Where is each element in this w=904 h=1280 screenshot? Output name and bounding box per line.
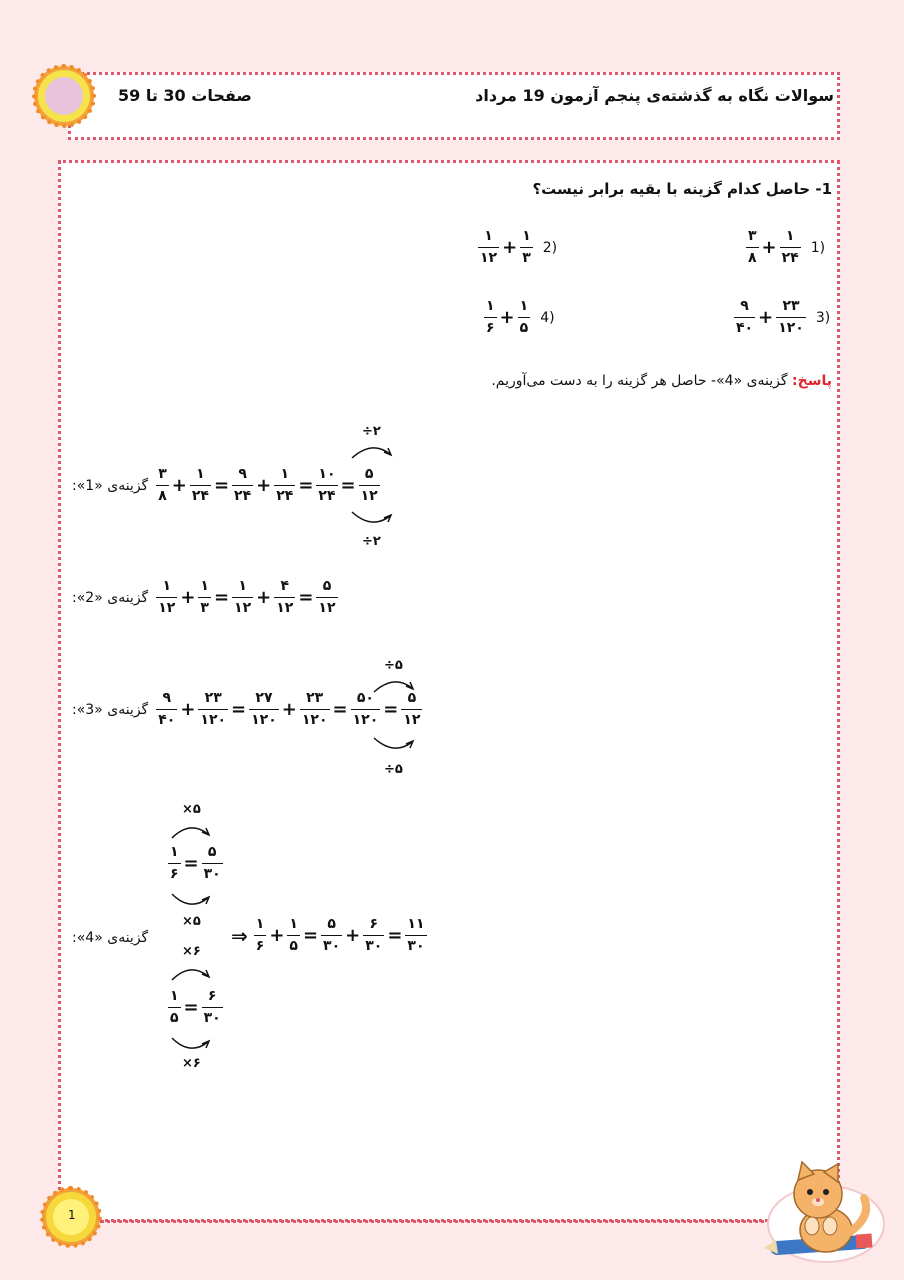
fraction: $\frac{۲۳}{۱۲۰}$ [778,298,804,336]
fraction: $\frac{۵}{۱۲}$ [318,578,336,616]
fraction: $\frac{۱}{۱۲}$ [158,578,176,616]
fraction: $\frac{۹}{۴۰}$ [736,298,754,336]
fraction: $\frac{۹}{۴۰}$ [158,690,176,728]
implies-symbol: ⇒ [231,923,248,948]
multiply-label: ×۶ [182,944,201,959]
fraction: $\frac{۱۱}{۳۰}$ [407,916,425,954]
footer-dotted-line [100,1220,790,1223]
fraction: $\frac{۵}{۳۰}$ [323,916,341,954]
header-sun-decoration [38,70,90,122]
question-text: 1- حاصل کدام گزینه با بقیه برابر نیست؟ [532,180,832,198]
fraction: $\frac{۹}{۲۴}$ [234,466,252,504]
solution-label: گزینه‌ی «1»: [72,477,149,494]
fraction: $\frac{۱}{۱۲}$ [480,228,498,266]
option-2: $\frac{۱}{۱۲}$ + $\frac{۱}{۳}$ 2) [480,228,558,266]
page-number: 1 [68,1208,76,1222]
fraction: $\frac{۱}{۶}$ [170,844,179,882]
page-title: سوالات نگاه به گذشته‌ی پنجم آزمون 19 مرداد [475,86,834,105]
solution-label: گزینه‌ی «4»: [72,930,149,946]
equivalent-fraction-1: $\frac{۱}{۶}$ = $\frac{۵}{۳۰}$ [170,844,221,882]
multiply-label: ×۶ [182,1056,201,1071]
fraction: $\frac{۱}{۵}$ [289,916,298,954]
fraction: $\frac{۱}{۳}$ [200,578,209,616]
page-range: صفحات 30 تا 59 [118,86,252,105]
fraction: $\frac{۱}{۲۴}$ [781,228,799,266]
division-arrow-bottom [348,508,398,530]
fraction: $\frac{۵}{۳۰}$ [203,844,221,882]
fraction: $\frac{۱}{۵}$ [519,298,529,336]
option-1: $\frac{۳}{۸}$ + $\frac{۱}{۲۴}$ 1) [748,228,826,266]
fraction: $\frac{۳}{۸}$ [158,466,167,504]
multiply-arrow-top [168,820,216,842]
division-arrow-top [370,674,420,696]
option-number: 1) [810,239,826,256]
fraction: $\frac{۵}{۱۲}$ [403,690,421,728]
fraction: $\frac{۴}{۱۲}$ [276,578,294,616]
division-label-top: ÷۲ [362,424,381,439]
cat-mascot-illustration [756,1158,888,1268]
fraction: $\frac{۱}{۵}$ [170,988,179,1026]
answer-line [491,373,832,389]
fraction: $\frac{۱}{۲۴}$ [276,466,294,504]
fraction: $\frac{۶}{۳۰}$ [203,988,221,1026]
option-4: $\frac{۱}{۶}$ + $\frac{۱}{۵}$ 4) [486,298,555,336]
solution-4-result: ⇒ $\frac{۱}{۶}$ + $\frac{۱}{۵}$ = $\frac{۵}{۳۰}$ + $\frac{۶}{۳۰}$ = $\frac{۱۱}{۳۰}$ [231,916,425,954]
multiply-label: ×۵ [182,802,201,817]
equivalent-fraction-2: $\frac{۱}{۵}$ = $\frac{۶}{۳۰}$ [170,988,221,1026]
solution-3: گزینه‌ی «3»: $\frac{۹}{۴۰}$ + $\frac{۲۳}{۱۲۰}$ = $\frac{۲۷}{۱۲۰}$ + $\frac{۲۳}{۱۲۰}$ = $\frac{۵۰}{۱۲۰}$ = $\frac{۵}{۱۲}$ [72,690,421,728]
fraction: $\frac{۲۷}{۱۲۰}$ [251,690,277,728]
fraction: $\frac{۳}{۸}$ [748,228,757,266]
solution-2: گزینه‌ی «2»: $\frac{۱}{۱۲}$ + $\frac{۱}{۳}$ = $\frac{۱}{۱۲}$ + $\frac{۴}{۱۲}$ = $\frac{۵}{۱۲}$ [72,578,336,616]
multiply-arrow-bottom [168,1034,216,1056]
multiply-arrow-top [168,962,216,984]
fraction: $\frac{۵}{۱۲}$ [360,466,378,504]
answer-label: پاسخ: [792,373,832,389]
division-label-bottom: ÷۵ [384,762,403,777]
division-arrow-bottom [370,734,420,756]
option-number: 3) [815,309,831,326]
multiply-label: ×۵ [182,914,201,929]
fraction: $\frac{۲۳}{۱۲۰}$ [301,690,328,728]
fraction: $\frac{۱}{۶}$ [255,916,265,954]
fraction: $\frac{۱}{۱۲}$ [234,578,252,616]
solution-1: گزینه‌ی «1»: $\frac{۳}{۸}$ + $\frac{۱}{۲۴}$ = $\frac{۹}{۲۴}$ + $\frac{۱}{۲۴}$ = $\frac{۱۰}{۲۴}$ = $\frac{۵}{۱۲}$ [72,466,378,504]
fraction: $\frac{۱۰}{۲۴}$ [318,466,336,504]
fraction: $\frac{۱}{۲۴}$ [191,466,209,504]
answer-text: گزینه‌ی «4»- حاصل هر گزینه را به دست می‌آوریم. [491,373,793,389]
division-label-bottom: ÷۲ [362,534,381,549]
fraction: $\frac{۱}{۶}$ [486,298,495,336]
option-number: 2) [542,239,558,256]
option-number: 4) [540,309,555,326]
header-box [68,72,840,140]
fraction: $\frac{۵۰}{۱۲۰}$ [352,690,379,728]
multiply-arrow-bottom [168,890,216,912]
fraction: $\frac{۶}{۳۰}$ [365,916,383,954]
solution-label: گزینه‌ی «2»: [72,589,149,606]
division-label-top: ÷۵ [384,658,403,673]
fraction: $\frac{۲۳}{۱۲۰}$ [200,690,227,728]
division-arrow-top [348,440,398,462]
solution-label: گزینه‌ی «3»: [72,701,149,718]
option-3: $\frac{۹}{۴۰}$ + $\frac{۲۳}{۱۲۰}$ 3) [736,298,831,336]
fraction: $\frac{۱}{۳}$ [522,228,531,266]
